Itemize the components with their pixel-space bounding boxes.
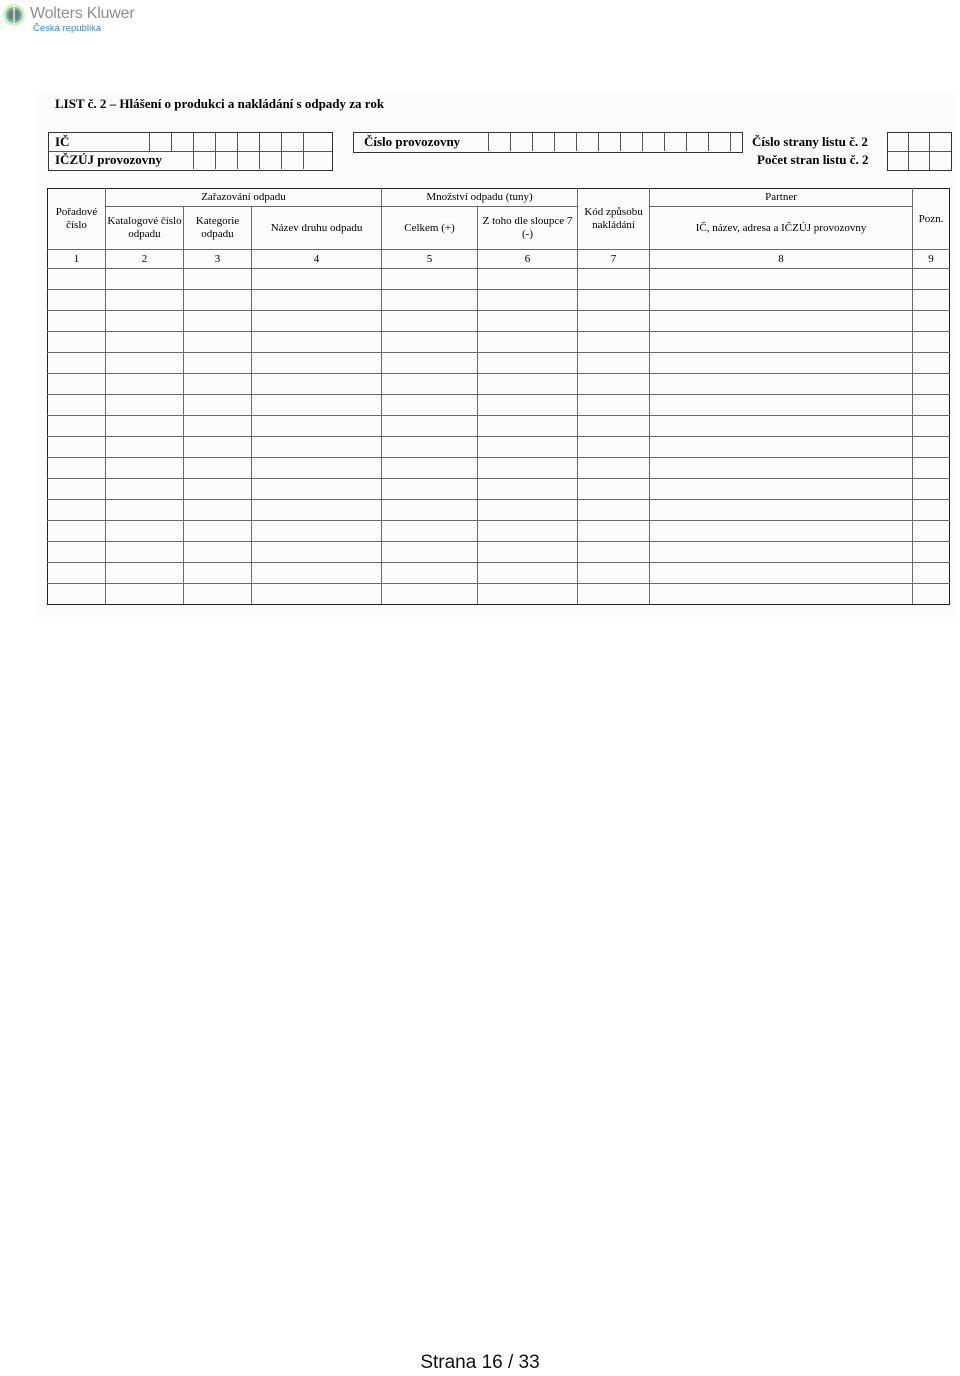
table-cell[interactable] xyxy=(48,542,106,563)
table-cell[interactable] xyxy=(48,290,106,311)
column-number: 7 xyxy=(578,250,650,269)
table-cell[interactable] xyxy=(184,542,252,563)
table-cell[interactable] xyxy=(650,563,913,584)
header-kategorie-odpadu: Kategorie odpadu xyxy=(184,207,252,250)
table-cell[interactable] xyxy=(106,458,184,479)
table-cell[interactable] xyxy=(106,563,184,584)
table-cell[interactable] xyxy=(48,374,106,395)
table-cell[interactable] xyxy=(184,269,252,290)
cislo-strany-label: Číslo strany listu č. 2 xyxy=(752,134,868,149)
header-poznamka: Pozn. xyxy=(913,189,950,250)
table-cell[interactable] xyxy=(478,332,578,353)
table-cell[interactable] xyxy=(252,290,382,311)
table-cell[interactable] xyxy=(48,311,106,332)
table-cell[interactable] xyxy=(478,269,578,290)
page-number-cells[interactable] xyxy=(887,132,952,171)
table-cell[interactable] xyxy=(252,542,382,563)
table-cell[interactable] xyxy=(650,269,913,290)
table-cell[interactable] xyxy=(650,416,913,437)
column-number: 4 xyxy=(252,250,382,269)
table-cell[interactable] xyxy=(252,311,382,332)
table-cell[interactable] xyxy=(913,563,950,584)
column-number: 1 xyxy=(48,250,106,269)
table-row xyxy=(48,374,950,395)
table-row xyxy=(48,395,950,416)
table-cell[interactable] xyxy=(382,395,478,416)
table-cell[interactable] xyxy=(913,332,950,353)
table-cell[interactable] xyxy=(48,584,106,605)
table-cell[interactable] xyxy=(184,584,252,605)
table-cell[interactable] xyxy=(913,521,950,542)
table-row xyxy=(48,521,950,542)
table-cell[interactable] xyxy=(578,563,650,584)
table-cell[interactable] xyxy=(650,437,913,458)
table-cell[interactable] xyxy=(913,500,950,521)
table-cell[interactable] xyxy=(578,521,650,542)
table-cell[interactable] xyxy=(382,269,478,290)
column-number: 9 xyxy=(913,250,950,269)
table-cell[interactable] xyxy=(48,500,106,521)
table-cell[interactable] xyxy=(382,332,478,353)
column-number: 5 xyxy=(382,250,478,269)
table-cell[interactable] xyxy=(913,458,950,479)
table-cell[interactable] xyxy=(913,353,950,374)
ic-iczuj-box xyxy=(48,132,333,171)
table-cell[interactable] xyxy=(184,374,252,395)
table-cell[interactable] xyxy=(106,584,184,605)
table-cell[interactable] xyxy=(252,437,382,458)
table-cell[interactable] xyxy=(578,437,650,458)
table-cell[interactable] xyxy=(382,437,478,458)
cislo-provozovny-box xyxy=(353,132,743,153)
page-footer: Strana 16 / 33 xyxy=(420,1352,540,1373)
table-cell[interactable] xyxy=(106,437,184,458)
table-cell[interactable] xyxy=(650,353,913,374)
table-cell[interactable] xyxy=(106,542,184,563)
ic-label: IČ xyxy=(55,134,70,149)
header-zarazovani-odpadu: Zařazování odpadu xyxy=(106,189,382,207)
header-celkem: Celkem (+) xyxy=(382,207,478,250)
table-cell[interactable] xyxy=(578,269,650,290)
table-cell[interactable] xyxy=(48,395,106,416)
table-cell[interactable] xyxy=(478,374,578,395)
table-row xyxy=(48,311,950,332)
table-cell[interactable] xyxy=(382,374,478,395)
table-cell[interactable] xyxy=(382,416,478,437)
table-row xyxy=(48,332,950,353)
waste-report-table xyxy=(47,188,950,605)
table-cell[interactable] xyxy=(252,332,382,353)
table-cell[interactable] xyxy=(650,311,913,332)
table-row xyxy=(48,563,950,584)
table-cell[interactable] xyxy=(478,542,578,563)
table-cell[interactable] xyxy=(48,458,106,479)
iczuj-input-cells[interactable] xyxy=(193,151,325,169)
header-partner: Partner xyxy=(650,189,913,207)
table-cell[interactable] xyxy=(382,521,478,542)
table-cell[interactable] xyxy=(184,353,252,374)
table-cell[interactable] xyxy=(252,458,382,479)
table-body xyxy=(48,269,950,605)
table-cell[interactable] xyxy=(650,332,913,353)
logo-name: Wolters Kluwer xyxy=(30,5,135,22)
table-row xyxy=(48,416,950,437)
table-cell[interactable] xyxy=(578,374,650,395)
table-cell[interactable] xyxy=(106,416,184,437)
table-row xyxy=(48,353,950,374)
table-row xyxy=(48,290,950,311)
table-cell[interactable] xyxy=(48,269,106,290)
table-cell[interactable] xyxy=(650,458,913,479)
table-cell[interactable] xyxy=(252,479,382,500)
table-cell[interactable] xyxy=(48,332,106,353)
table-cell[interactable] xyxy=(478,395,578,416)
table-cell[interactable] xyxy=(48,437,106,458)
table-cell[interactable] xyxy=(252,500,382,521)
table-cell[interactable] xyxy=(578,542,650,563)
table-cell[interactable] xyxy=(913,437,950,458)
table-cell[interactable] xyxy=(578,290,650,311)
table-row xyxy=(48,269,950,290)
table-cell[interactable] xyxy=(252,563,382,584)
cislo-provozovny-input-cells[interactable] xyxy=(488,133,752,151)
table-cell[interactable] xyxy=(184,311,252,332)
table-cell[interactable] xyxy=(184,521,252,542)
table-cell[interactable] xyxy=(382,479,478,500)
table-cell[interactable] xyxy=(913,290,950,311)
header-poradove-cislo: Pořadové číslo xyxy=(48,189,106,250)
table-cell[interactable] xyxy=(382,458,478,479)
table-cell[interactable] xyxy=(650,395,913,416)
table-row xyxy=(48,479,950,500)
table-cell[interactable] xyxy=(184,416,252,437)
table-cell[interactable] xyxy=(184,479,252,500)
table-cell[interactable] xyxy=(184,332,252,353)
table-cell[interactable] xyxy=(650,542,913,563)
table-cell[interactable] xyxy=(382,584,478,605)
table-cell[interactable] xyxy=(650,479,913,500)
column-number: 3 xyxy=(184,250,252,269)
globe-logo-icon xyxy=(2,3,26,27)
form-title: LIST č. 2 – Hlášení o produkci a nakládání s odpady za rok xyxy=(55,96,385,111)
column-number: 2 xyxy=(106,250,184,269)
table-cell[interactable] xyxy=(478,437,578,458)
table-cell[interactable] xyxy=(650,290,913,311)
table-cell[interactable] xyxy=(478,290,578,311)
table-cell[interactable] xyxy=(106,521,184,542)
table-cell[interactable] xyxy=(106,290,184,311)
table-cell[interactable] xyxy=(106,353,184,374)
table-cell[interactable] xyxy=(184,500,252,521)
table-cell[interactable] xyxy=(478,311,578,332)
table-cell[interactable] xyxy=(650,500,913,521)
table-cell[interactable] xyxy=(382,500,478,521)
table-cell[interactable] xyxy=(48,416,106,437)
table-cell[interactable] xyxy=(184,437,252,458)
table-cell[interactable] xyxy=(578,500,650,521)
header-kod-zpusobu: Kód způsobu nakládání xyxy=(578,189,650,250)
header-nazev-druhu: Název druhu odpadu xyxy=(252,207,382,250)
cislo-provozovny-label: Číslo provozovny xyxy=(364,134,461,149)
table-cell[interactable] xyxy=(184,395,252,416)
table-row xyxy=(48,584,950,605)
table-cell[interactable] xyxy=(578,584,650,605)
column-number-row xyxy=(48,250,950,269)
table-row xyxy=(48,458,950,479)
table-cell[interactable] xyxy=(913,584,950,605)
table-cell[interactable] xyxy=(382,353,478,374)
table-cell[interactable] xyxy=(382,311,478,332)
table-cell[interactable] xyxy=(578,395,650,416)
table-cell[interactable] xyxy=(913,479,950,500)
table-row xyxy=(48,437,950,458)
table-cell[interactable] xyxy=(913,395,950,416)
table-cell[interactable] xyxy=(382,542,478,563)
table-cell[interactable] xyxy=(478,584,578,605)
table-cell[interactable] xyxy=(184,290,252,311)
table-cell[interactable] xyxy=(913,374,950,395)
table-cell[interactable] xyxy=(478,563,578,584)
table-cell[interactable] xyxy=(650,521,913,542)
table-cell[interactable] xyxy=(252,395,382,416)
column-number: 8 xyxy=(650,250,913,269)
table-cell[interactable] xyxy=(578,416,650,437)
header-partner-detail: IČ, název, adresa a IČZÚJ provozovny xyxy=(650,207,913,250)
table-cell[interactable] xyxy=(252,353,382,374)
table-cell[interactable] xyxy=(252,584,382,605)
table-row xyxy=(48,542,950,563)
table-cell[interactable] xyxy=(650,374,913,395)
header-katalogove-cislo: Katalogové číslo odpadu xyxy=(106,207,184,250)
table-cell[interactable] xyxy=(252,416,382,437)
column-number: 6 xyxy=(478,250,578,269)
table-cell[interactable] xyxy=(106,395,184,416)
logo-subtitle: Česká republika xyxy=(33,23,102,34)
table-cell[interactable] xyxy=(48,563,106,584)
table-cell[interactable] xyxy=(478,521,578,542)
table-cell[interactable] xyxy=(913,542,950,563)
table-cell[interactable] xyxy=(913,311,950,332)
table-cell[interactable] xyxy=(106,269,184,290)
header-mnozstvi-odpadu: Množství odpadu (tuny) xyxy=(382,189,578,207)
table-cell[interactable] xyxy=(478,479,578,500)
table-cell[interactable] xyxy=(252,374,382,395)
table-cell[interactable] xyxy=(650,584,913,605)
table-cell[interactable] xyxy=(106,374,184,395)
table-cell[interactable] xyxy=(478,500,578,521)
table-cell[interactable] xyxy=(106,311,184,332)
table-cell[interactable] xyxy=(478,416,578,437)
table-cell[interactable] xyxy=(578,353,650,374)
table-cell[interactable] xyxy=(578,332,650,353)
ic-input-cells[interactable] xyxy=(149,133,325,151)
table-cell[interactable] xyxy=(913,416,950,437)
table-cell[interactable] xyxy=(48,479,106,500)
table-cell[interactable] xyxy=(578,458,650,479)
table-row xyxy=(48,500,950,521)
table-cell[interactable] xyxy=(106,332,184,353)
table-cell[interactable] xyxy=(184,563,252,584)
table-cell[interactable] xyxy=(106,500,184,521)
table-cell[interactable] xyxy=(382,563,478,584)
header-z-toho: Z toho dle sloupce 7 (-) xyxy=(478,207,578,250)
pocet-stran-label: Počet stran listu č. 2 xyxy=(757,152,869,167)
table-cell[interactable] xyxy=(184,458,252,479)
table-cell[interactable] xyxy=(913,269,950,290)
table-cell[interactable] xyxy=(478,353,578,374)
wolters-kluwer-logo xyxy=(2,3,142,35)
table-cell[interactable] xyxy=(478,458,578,479)
form-list-2 xyxy=(35,92,957,617)
table-cell[interactable] xyxy=(106,479,184,500)
table-cell[interactable] xyxy=(382,290,478,311)
table-cell[interactable] xyxy=(252,269,382,290)
table-cell[interactable] xyxy=(48,521,106,542)
table-cell[interactable] xyxy=(578,311,650,332)
table-cell[interactable] xyxy=(48,353,106,374)
table-cell[interactable] xyxy=(252,521,382,542)
iczuj-label: IČZÚJ provozovny xyxy=(55,152,163,167)
table-cell[interactable] xyxy=(578,479,650,500)
